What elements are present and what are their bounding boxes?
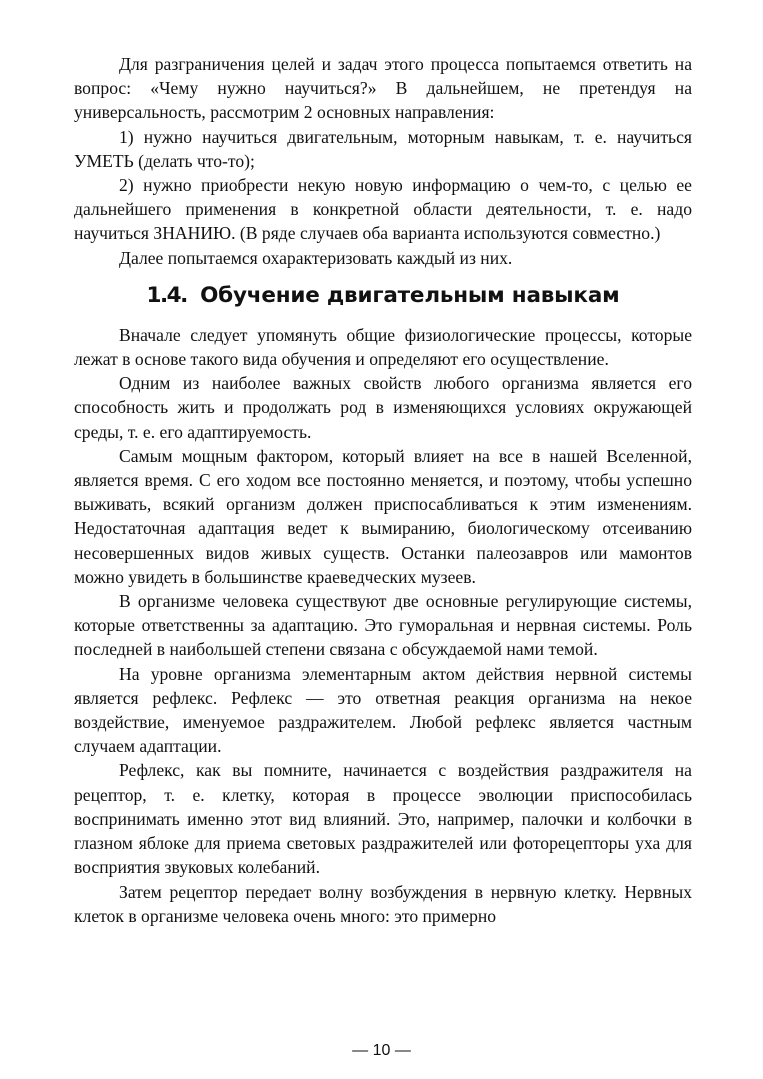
list-item: 2) нужно приобрести некую новую информацию о чем-то, с целью ее дальнейшего применения в конкретной области деятельности, т. е. надо научиться ЗНАНИЮ. (В ряде случаев оба варианта используются совместно.)	[74, 175, 692, 244]
body-paragraph: Самым мощным фактором, который влияет на все в нашей Вселенной, является время. С его ходом все постоянно меняется, и поэтому, чтобы успешно выживать, всякий организм должен приспосабливаться к этим изменениям. Недостаточная адаптация ведет к вымиранию, биологическому отсеиванию несовершенных видов живых существ. Останки палеозавров или мамонтов можно увидеть в большинстве краеведческих музеев.	[74, 445, 692, 587]
body-paragraph: На уровне организма элементарным актом действия нервной системы является рефлекс. Рефлекс — это ответная реакция организма на некое воздействие, именуемое раздражителем. Любой рефлекс является частным случаем адаптации.	[74, 663, 692, 757]
intro-paragraph: Для разграничения целей и задач этого процесса попытаемся ответить на вопрос: «Чему нужно научиться?» В дальнейшем, не претендуя на универсальность, рассмотрим 2 основных направления:	[74, 54, 692, 123]
section-heading	[74, 281, 692, 311]
body-paragraph: Рефлекс, как вы помните, начинается с воздействия раздражителя на рецептор, т. е. клетку, которая в процессе эволюции приспособилась воспринимать именно этот вид влияний. Это, например, палочки и колбочки в глазном яблоке для приема световых раздражителей или фоторецепторы уха для восприятия звуковых колебаний.	[74, 760, 692, 878]
intro-paragraph: Далее попытаемся охарактеризовать каждый из них.	[119, 247, 513, 268]
body-paragraph: Одним из наиболее важных свойств любого организма является его способность жить и продолжать род в изменяющихся условиях окружающей среды, т. е. его адаптируемость.	[74, 373, 692, 442]
section-number: 1.4.	[146, 282, 187, 308]
list-item: 1) нужно научиться двигательным, моторным навыкам, т. е. научиться УМЕТЬ (делать что-то);	[74, 126, 692, 171]
body-paragraph: В организме человека существуют две основные регулирующие системы, которые ответственны за адаптацию. Это гуморальная и нервная системы. Роль последней в наибольшей степени связана с обсуждаемой нами темой.	[74, 591, 692, 660]
page-content	[74, 52, 692, 928]
section-title: Обучение двигательным навыкам	[200, 282, 620, 308]
body-paragraph: Вначале следует упомянуть общие физиологические процессы, которые лежат в основе такого вида обучения и определяют его осуществление.	[74, 324, 692, 370]
body-paragraph: Затем рецептор передает волну возбуждения в нервную клетку. Нервных клеток в организме человека очень много: это примерно	[74, 881, 692, 926]
page-number: — 10 —	[352, 1042, 411, 1059]
